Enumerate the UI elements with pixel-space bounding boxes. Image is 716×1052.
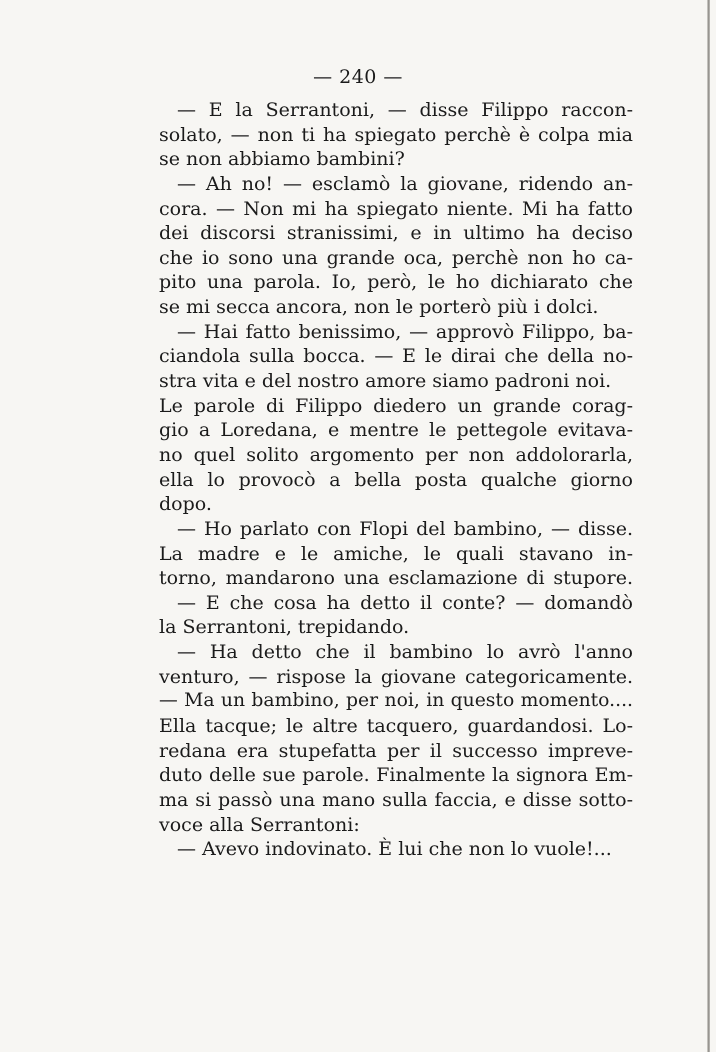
text-line: ella lo provocò a bella posta qualche giorno xyxy=(159,468,633,491)
text-line: — E che cosa ha detto il conte? — domandò xyxy=(177,591,633,614)
text-line: — Hai fatto benissimo, — approvò Filippo, ba- xyxy=(177,320,633,343)
text-line: stra vita e del nostro amore siamo padroni noi. xyxy=(159,370,612,393)
text-line: — E la Serrantoni, — disse Filippo raccon- xyxy=(177,99,633,121)
text-line: gio a Loredana, e mentre le pettegole evitava- xyxy=(159,419,633,442)
text-line: torno, mandarono una esclamazione di stupore. xyxy=(159,567,633,590)
text-line: redana era stupefatta per il successo impreve- xyxy=(159,739,633,762)
text-line: la Serrantoni, trepidando. xyxy=(159,616,410,639)
text-line: che io sono una grande oca, perchè non ho ca- xyxy=(159,246,633,269)
text-line: pito una parola. Io, però, le ho dichiarato che xyxy=(159,271,633,294)
body-text xyxy=(159,98,633,862)
text-line: se non abbiamo bambini? xyxy=(159,148,405,171)
page-number: — 240 — xyxy=(313,66,403,88)
text-line: Ella tacque; le altre tacquero, guardandosi. Lo- xyxy=(159,715,633,738)
text-line: — Avevo indovinato. È lui che non lo vuole!... xyxy=(177,838,612,861)
text-line: La madre e le amiche, le quali stavano in- xyxy=(159,542,633,565)
text-line: — Ho parlato con Flopi del bambino, — disse. xyxy=(177,517,633,540)
text-line: voce alla Serrantoni: xyxy=(159,813,360,836)
text-line: cora. — Non mi ha spiegato niente. Mi ha fatto xyxy=(159,197,633,220)
text-line: solato, — non ti ha spiegato perchè è colpa mia xyxy=(159,123,633,146)
text-line: venturo, — rispose la giovane categoricamente. xyxy=(159,665,633,688)
text-line: se mi secca ancora, non le porterò più i dolci. xyxy=(159,296,599,319)
text-line: Le parole di Filippo diedero un grande corag- xyxy=(159,394,633,417)
text-line: dopo. xyxy=(159,493,212,516)
text-line: no quel solito argomento per non addolorarla, xyxy=(159,443,633,466)
text-line: duto delle sue parole. Finalmente la signora Em- xyxy=(159,764,633,787)
text-line: dei discorsi stranissimi, e in ultimo ha deciso xyxy=(159,222,633,245)
text-line: — Ah no! — esclamò la giovane, ridendo an- xyxy=(177,172,633,195)
text-line: ciandola sulla bocca. — E le dirai che della no- xyxy=(159,345,633,368)
page-edge-shadow xyxy=(707,0,710,1052)
text-line: — Ma un bambino, per noi, in questo momento.... xyxy=(159,690,633,712)
text-line: ma si passò una mano sulla faccia, e disse sotto- xyxy=(159,788,633,811)
text-line: — Ha detto che il bambino lo avrò l'anno xyxy=(177,641,633,664)
